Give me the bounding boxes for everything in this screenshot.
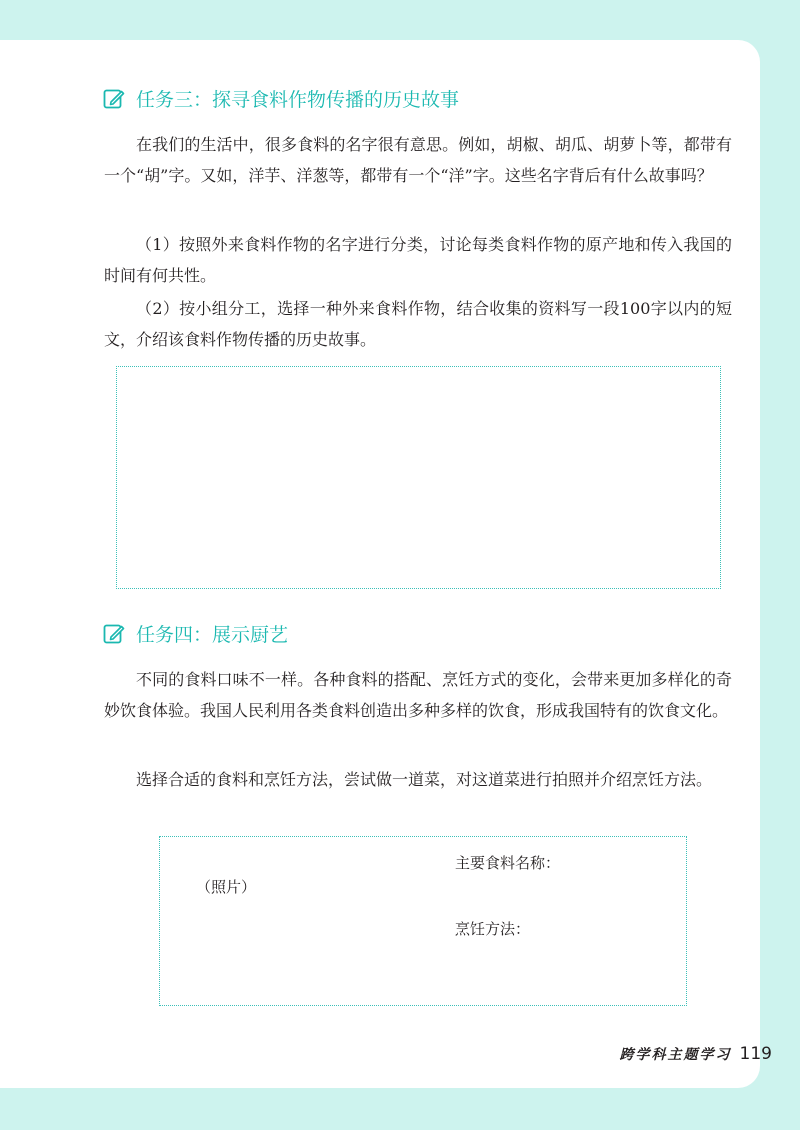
task4-title: 任务四：展示厨艺 — [136, 624, 289, 646]
task4-paragraph-1: 不同的食料口味不一样。各种食料的搭配、烹饪方式的变化，会带来更加多样化的奇妙饮食体验。我国人民利用各类食料创造出多种多样的饮食，形成我国特有的饮食文化。 — [104, 670, 732, 720]
page-number: 119 — [739, 1044, 772, 1064]
edit-icon — [102, 622, 126, 646]
task3-heading — [102, 85, 459, 112]
ingredients-label: 主要食料名称： — [455, 854, 561, 872]
photo-label: （照片） — [196, 878, 257, 896]
task3-paragraph-3: （2）按小组分工，选择一种外来食料作物，结合收集的资料写一段100字以内的短文，介绍该食料作物传播的历史故事。 — [104, 299, 732, 349]
task3-paragraph-2: （1）按照外来食料作物的名字进行分类，讨论每类食料作物的原产地和传入我国的时间有何共性。 — [104, 235, 732, 285]
task4-heading — [102, 620, 288, 647]
dish-box[interactable] — [159, 836, 687, 1006]
method-label: 烹饪方法： — [455, 920, 531, 938]
page-footer — [620, 1044, 772, 1064]
edit-icon — [102, 87, 126, 111]
task4-paragraph-2: 选择合适的食料和烹饪方法，尝试做一道菜，对这道菜进行拍照并介绍烹饪方法。 — [136, 770, 713, 789]
footer-label: 跨学科主题学习 — [619, 1047, 732, 1063]
task3-paragraph-1: 在我们的生活中，很多食料的名字很有意思。例如，胡椒、胡瓜、胡萝卜等，都带有一个“胡”字。又如，洋芋、洋葱等，都带有一个“洋”字。这些名字背后有什么故事吗？ — [104, 135, 732, 185]
task3-title: 任务三：探寻食料作物传播的历史故事 — [136, 89, 460, 111]
answer-box[interactable] — [116, 366, 721, 589]
